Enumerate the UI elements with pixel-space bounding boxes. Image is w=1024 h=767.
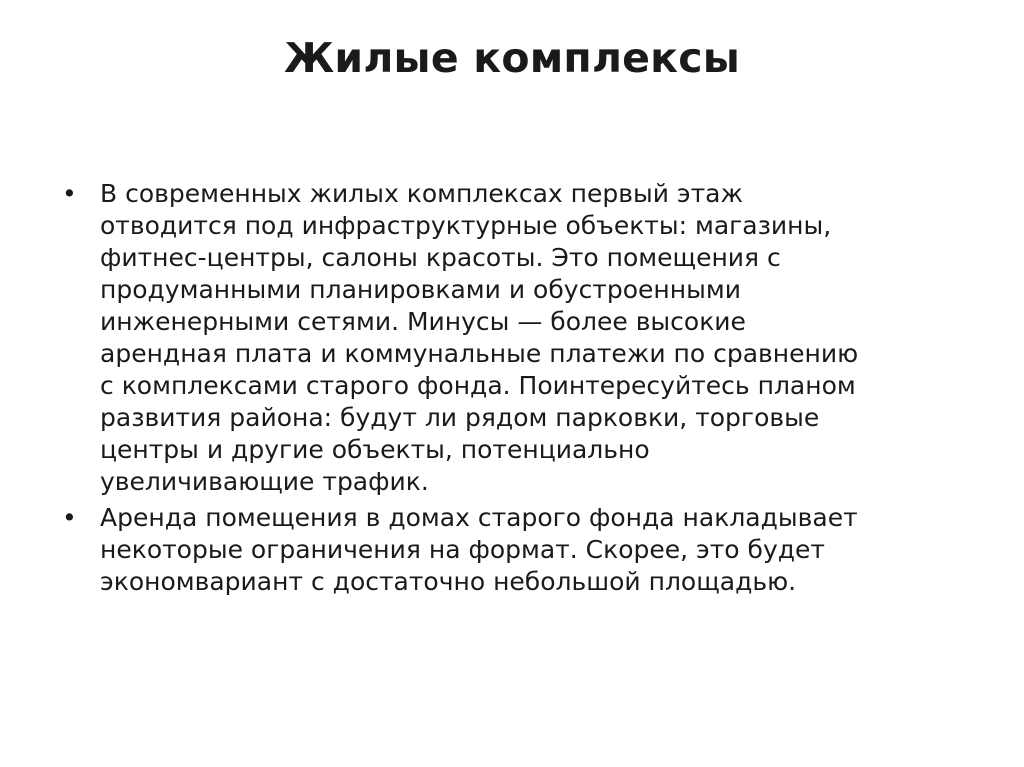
bullet-1-line-4: продуманными планировками и обустроенными (100, 275, 741, 304)
bullet-1-line-10: увеличивающие трафик. (100, 467, 429, 496)
bullet-dot-icon: • (62, 503, 77, 532)
bullet-1-line-2: отводится под инфраструктурные объекты: магазины, (100, 211, 832, 240)
bullet-item-1 (62, 178, 982, 498)
bullet-2-line-2: некоторые ограничения на формат. Скорее, это будет (100, 535, 825, 564)
bullet-1-line-1: В современных жилых комплексах первый этаж (100, 179, 744, 208)
bullet-item-2 (62, 502, 982, 598)
bullet-1-line-5: инженерными сетями. Минусы — более высокие (100, 307, 746, 336)
bullet-1-line-7: с комплексами старого фонда. Поинтересуйтесь планом (100, 371, 856, 400)
slide-title: Жилые комплексы (284, 34, 740, 82)
bullet-1-line-9: центры и другие объекты, потенциально (100, 435, 650, 464)
bullet-dot-icon: • (62, 179, 77, 208)
bullet-1-line-8: развития района: будут ли рядом парковки, торговые (100, 403, 820, 432)
bullet-list (62, 178, 982, 602)
bullet-2-line-1: Аренда помещения в домах старого фонда накладывает (100, 503, 858, 532)
bullet-1-line-3: фитнес-центры, салоны красоты. Это помещения с (100, 243, 781, 272)
bullet-2-line-3: экономвариант с достаточно небольшой площадью. (100, 567, 797, 596)
bullet-1-line-6: арендная плата и коммунальные платежи по сравнению (100, 339, 859, 368)
